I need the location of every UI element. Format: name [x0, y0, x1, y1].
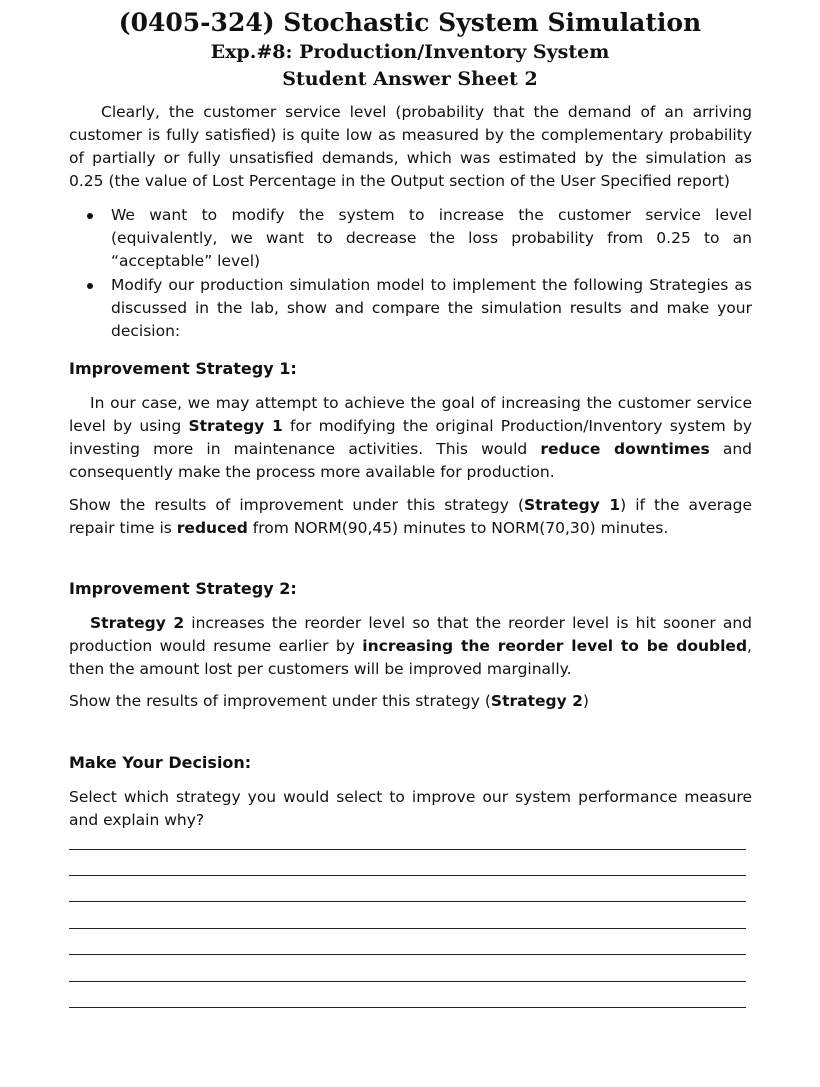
doubled-reorder-emphasis: increasing the reorder level to be doubled: [362, 637, 748, 655]
strategy2-instruction: Show the results of improvement under this strategy (Strategy 2): [69, 692, 589, 710]
reduced-emphasis: reduced: [176, 519, 248, 537]
bullet-icon: [87, 213, 93, 219]
strategy1-description: In our case, we may attempt to achieve the goal of increasing the customer service level by using Strategy 1 for modifying the original Production/Inventory system by investing more in maintenance activities. This would reduce downtimes and consequently make the process more available for production.: [69, 394, 753, 481]
strategy1-instruction: Show the results of improvement under this strategy (Strategy 1) if the average repair time is reduced from NORM(90,45) minutes to NORM(70,30) minutes.: [69, 496, 753, 537]
reduce-downtimes-emphasis: reduce downtimes: [540, 440, 710, 458]
strategy2-emphasis: Strategy 2: [490, 692, 583, 710]
decision-heading: Make Your Decision:: [69, 753, 252, 772]
answer-line[interactable]: [69, 928, 746, 929]
bullet-text: We want to modify the system to increase the customer service level (equivalently, we want to decrease the loss probability from 0.25 to an “acceptable” level): [111, 206, 752, 270]
answer-line[interactable]: [69, 1007, 746, 1008]
bullet-item: [69, 274, 752, 343]
bullet-icon: [87, 283, 93, 289]
experiment-title: Exp.#8: Production/Inventory System: [210, 41, 610, 63]
bullet-text: Modify our production simulation model to implement the following Strategies as discussed in the lab, show and compare the simulation results and make your decision:: [111, 276, 752, 340]
sheet-title: Student Answer Sheet 2: [282, 68, 538, 90]
answer-line[interactable]: [69, 954, 746, 955]
course-title: (0405-324) Stochastic System Simulation: [118, 8, 702, 37]
strategy1-heading: Improvement Strategy 1:: [69, 359, 297, 378]
decision-prompt: Select which strategy you would select to improve our system performance measure and explain why?: [69, 788, 752, 829]
strategy1-emphasis: Strategy 1: [188, 417, 283, 435]
strategy2-emphasis: Strategy 2: [90, 614, 185, 632]
bullet-item: [69, 204, 752, 273]
answer-line[interactable]: [69, 875, 746, 876]
intro-bullet-list: [69, 204, 752, 344]
answer-line[interactable]: [69, 849, 746, 850]
intro-paragraph: Clearly, the customer service level (probability that the demand of an arriving customer is fully satisfied) is quite low as measured by the complementary probability of partially or fully unsatisfied demands, which was estimated by the simulation as 0.25 (the value of Lost Percentage in the Output section of the User Specified report): [69, 103, 752, 190]
strategy1-emphasis: Strategy 1: [524, 496, 621, 514]
answer-line[interactable]: [69, 901, 746, 902]
strategy2-description: Strategy 2 increases the reorder level so that the reorder level is hit sooner and production would resume earlier by increasing the reorder level to be doubled, then the amount lost per customers will be improved marginally.: [69, 614, 752, 678]
answer-line[interactable]: [69, 981, 746, 982]
strategy2-heading: Improvement Strategy 2:: [69, 579, 297, 598]
